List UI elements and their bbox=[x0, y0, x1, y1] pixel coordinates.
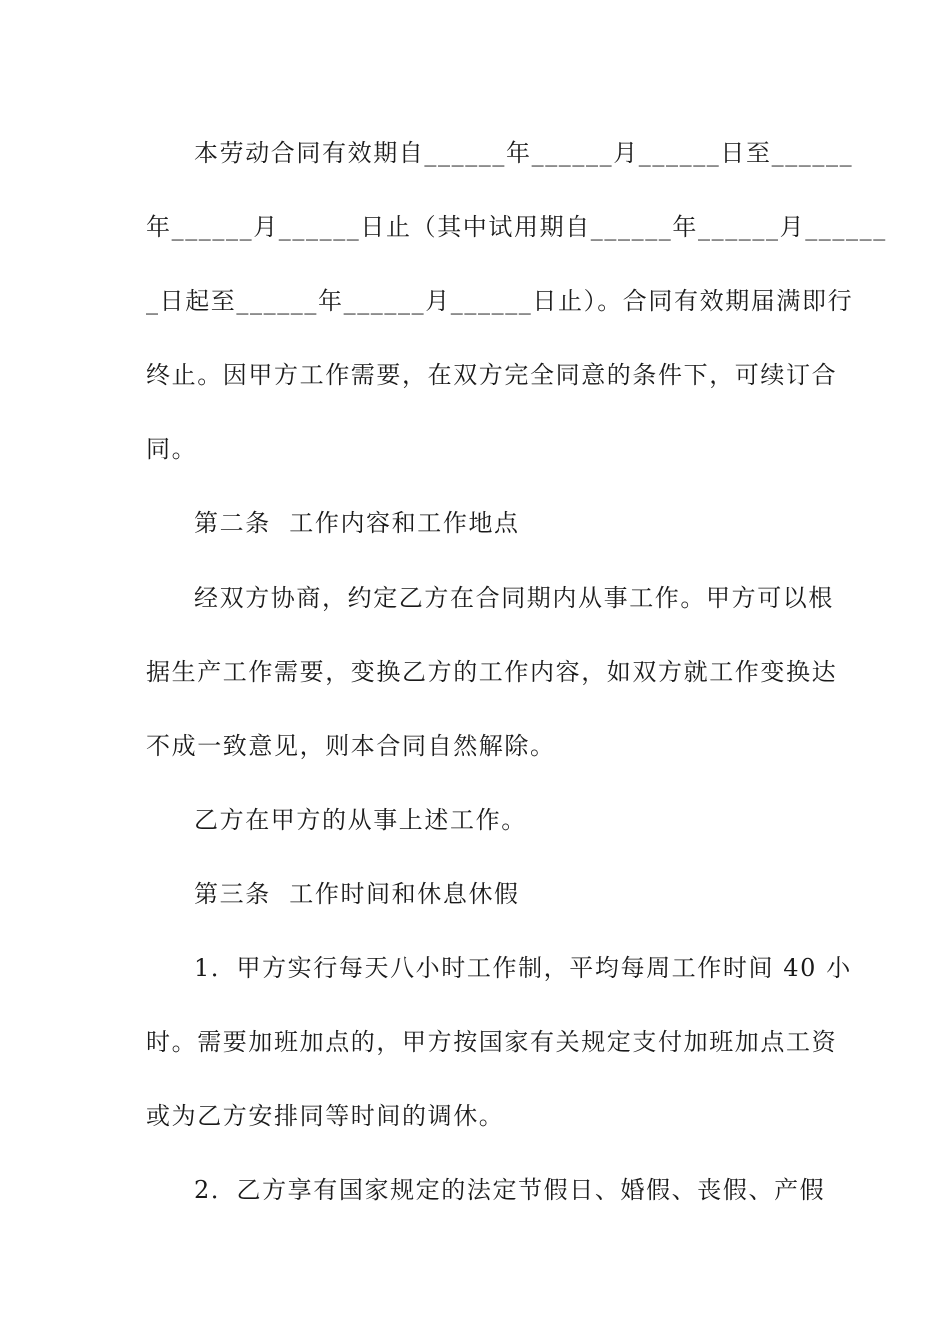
work-content-line-3: 不成一致意见，则本合同自然解除。 bbox=[146, 732, 556, 760]
working-hours-line-2: 时。需要加班加点的，甲方按国家有关规定支付加班加点工资 bbox=[146, 1028, 838, 1056]
article-two-heading: 第二条 工作内容和工作地点 bbox=[194, 509, 520, 537]
work-content-line-2: 据生产工作需要，变换乙方的工作内容，如双方就工作变换达 bbox=[146, 658, 838, 686]
contract-term-line-2: 年______月______日止（其中试用期自______年______月______ bbox=[146, 213, 887, 241]
article-three-heading: 第三条 工作时间和休息休假 bbox=[194, 880, 520, 908]
contract-term-line-1: 本劳动合同有效期自______年______月______日至______ bbox=[194, 139, 854, 167]
holidays-line-1: 2．乙方享有国家规定的法定节假日、婚假、丧假、产假 bbox=[194, 1176, 826, 1204]
contract-term-line-5: 同。 bbox=[146, 435, 198, 463]
contract-term-line-4: 终止。因甲方工作需要，在双方完全同意的条件下，可续订合 bbox=[146, 361, 838, 389]
work-content-line-1: 经双方协商，约定乙方在合同期内从事工作。甲方可以根 bbox=[194, 584, 834, 612]
work-place-line: 乙方在甲方的从事上述工作。 bbox=[194, 806, 527, 834]
working-hours-line-1: 1．甲方实行每天八小时工作制，平均每周工作时间 40 小 bbox=[194, 954, 852, 982]
working-hours-line-3: 或为乙方安排同等时间的调休。 bbox=[146, 1102, 505, 1130]
contract-term-line-3: _日起至______年______月______日止）。合同有效期届满即行 bbox=[146, 287, 854, 315]
